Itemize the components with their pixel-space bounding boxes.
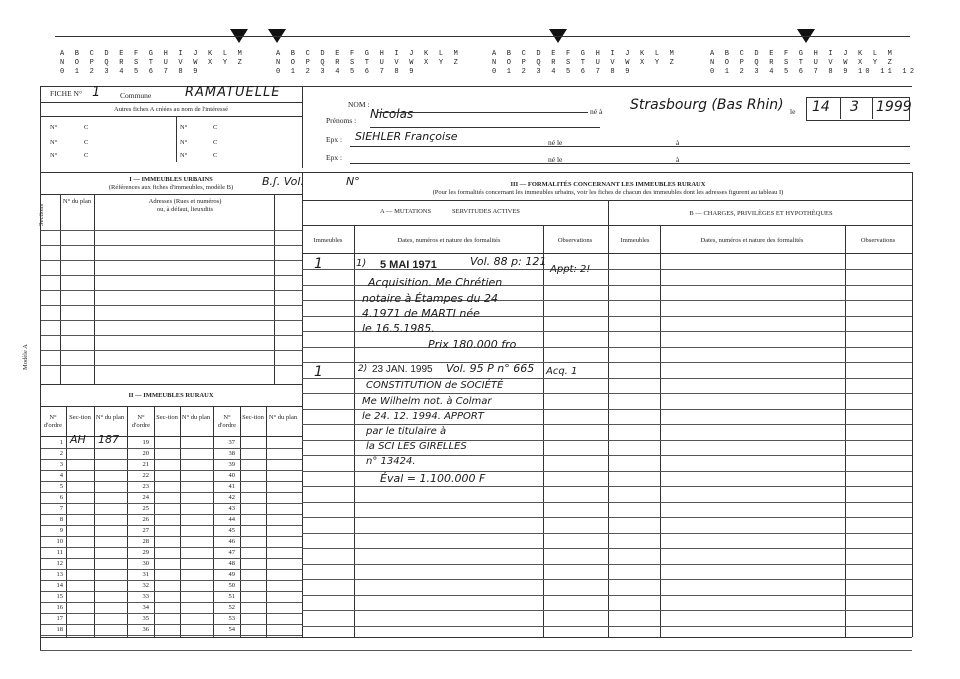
rural-order-number: 53 <box>228 615 235 622</box>
no-label: N° <box>50 124 58 131</box>
rural-order-number: 25 <box>142 505 149 512</box>
rural-order-number: 26 <box>142 516 149 523</box>
alphabet-row: N O P Q R S T U V W X Y Z <box>710 59 896 67</box>
section3-a-title2: SERVITUDES ACTIVES <box>452 208 520 215</box>
rural-row-rule <box>40 558 302 559</box>
col-adresses: Adresses (Rues et numéros) <box>148 198 222 205</box>
rural-order-number: 46 <box>228 538 235 545</box>
col-dates: Dates, numéros et nature des formalités <box>397 237 501 244</box>
rural-order-number: 4 <box>59 472 63 479</box>
rule <box>40 335 302 336</box>
co-label: C <box>213 152 218 159</box>
ne-le-label: né le <box>548 138 563 147</box>
rural-order-number: 39 <box>228 461 235 468</box>
rule <box>40 260 302 261</box>
rural-order-number: 19 <box>142 439 149 446</box>
formalites-row-rule <box>302 595 912 596</box>
rule <box>40 194 302 195</box>
co-label: C <box>84 152 89 159</box>
entry-line: CONSTITUTION de SOCIÉTÉ <box>366 380 504 391</box>
rule <box>302 172 303 637</box>
rule <box>40 275 302 276</box>
entry-date: 5 MAI 1971 <box>380 259 437 271</box>
alphabet-row: 0 1 2 3 4 5 6 7 8 9 10 11 12 <box>710 68 918 76</box>
alphabet-strip-2 <box>276 50 461 77</box>
rural-order-number: 33 <box>142 593 149 600</box>
alphabet-row: A B C D E F G H I J K L M <box>710 50 896 58</box>
ne-a-value: Strasbourg (Bas Rhin) <box>630 97 784 113</box>
rural-order-number: 6 <box>59 494 63 501</box>
no-label: N° <box>180 139 188 146</box>
col-no-plan: N° du plan <box>268 414 298 421</box>
rural-order-number: 51 <box>228 593 235 600</box>
formalites-row-rule <box>302 409 912 410</box>
section3-subtitle: (Pour les formalités concernant les immeubles urbains, voir les fiches de chacun des immeubles dont les adresses figurent au tableau I) <box>432 189 784 196</box>
rural-order-number: 28 <box>142 538 149 545</box>
section1-subtitle: (Références aux fiches d'immeubles, modèle B) <box>108 184 234 191</box>
alphabet-row: N O P Q R S T U V W X Y Z <box>492 59 678 67</box>
epx-label: Epx : <box>326 135 343 144</box>
rule <box>40 116 302 117</box>
rural-order-number: 36 <box>142 626 149 633</box>
rule <box>40 406 302 407</box>
rule <box>40 290 302 291</box>
no-label: N° <box>180 152 188 159</box>
alphabet-strip-4 <box>710 50 917 77</box>
rural-row-rule <box>40 536 302 537</box>
model-label: Modèle A <box>22 344 29 370</box>
entry-line: Me Wilhelm not. à Colmar <box>362 396 492 407</box>
rural-order-number: 16 <box>56 604 63 611</box>
rural-plan-value: 187 <box>98 433 119 446</box>
rural-order-number: 41 <box>228 483 235 490</box>
rural-order-number: 20 <box>142 450 149 457</box>
entry-line: la SCI LES GIRELLES <box>366 441 467 452</box>
rural-order-number: 9 <box>59 527 63 534</box>
entry-line: n° 13424. <box>366 456 416 467</box>
rural-row-rule <box>40 602 302 603</box>
rule <box>840 97 841 119</box>
top-rule <box>55 36 910 37</box>
rural-order-number: 32 <box>142 582 149 589</box>
entry-line: Acquisition. Me Chrétien <box>368 276 503 289</box>
rural-order-number: 12 <box>56 560 63 567</box>
rule <box>912 172 913 637</box>
rule <box>302 200 912 201</box>
alphabet-strip-1 <box>60 50 245 77</box>
rural-order-number: 17 <box>56 615 63 622</box>
rule <box>302 253 912 254</box>
commune-value: RAMATUELLE <box>185 85 281 100</box>
birth-day: 14 <box>812 99 830 115</box>
nom-label: NOM : <box>348 100 370 109</box>
col-section: Sec-tion <box>156 414 178 421</box>
rural-row-rule <box>40 459 302 460</box>
alphabet-row: A B C D E F G H I J K L M <box>492 50 678 58</box>
col-sections: Sections <box>38 203 45 226</box>
rural-order-number: 24 <box>142 494 149 501</box>
col-no-plan: N° du plan <box>62 198 92 205</box>
col-section: Sec-tion <box>69 414 91 421</box>
rural-row-rule <box>40 613 302 614</box>
co-label: C <box>213 124 218 131</box>
rule <box>660 225 661 637</box>
rural-order-number: 44 <box>228 516 235 523</box>
rural-section-value: AH <box>70 433 86 446</box>
prenoms-value: Nicolas <box>370 107 414 121</box>
co-label: C <box>84 139 89 146</box>
rural-order-number: 50 <box>228 582 235 589</box>
rural-order-number: 49 <box>228 571 235 578</box>
rural-order-number: 52 <box>228 604 235 611</box>
rule <box>40 365 302 366</box>
rural-order-number: 11 <box>56 549 63 556</box>
rural-order-number: 40 <box>228 472 235 479</box>
col-immeubles: Immeubles <box>620 237 650 244</box>
alphabet-row: 0 1 2 3 4 5 6 7 8 9 <box>276 68 417 76</box>
col-no-plan: N° du plan <box>181 414 211 421</box>
rural-order-number: 14 <box>56 582 63 589</box>
rural-order-number: 5 <box>59 483 63 490</box>
col-section: Sec-tion <box>242 414 264 421</box>
formalites-row-rule <box>302 610 912 611</box>
entry-line: 4.1971 de MARTI née <box>362 307 480 320</box>
entry-vol: Vol. 88 p: 121 <box>470 255 547 268</box>
alphabet-row: N O P Q R S T U V W X Y Z <box>276 59 462 67</box>
section2-title: II — IMMEUBLES RURAUX <box>128 392 214 399</box>
co-label: C <box>84 124 89 131</box>
rule <box>302 86 303 168</box>
rural-row-rule <box>40 547 302 548</box>
entry-immeuble: 1 <box>314 364 323 380</box>
rule <box>40 86 41 650</box>
formalites-row-rule <box>302 533 912 534</box>
entry-marker: 1) <box>356 258 367 269</box>
fiche-label: FICHE N° <box>50 89 82 98</box>
rural-order-number: 38 <box>228 450 235 457</box>
formalites-row-rule <box>302 424 912 425</box>
rural-order-number: 35 <box>142 615 149 622</box>
prenoms-label: Prénoms : <box>326 116 357 125</box>
rule <box>40 384 302 385</box>
rural-order-number: 45 <box>228 527 235 534</box>
rule <box>40 172 912 173</box>
entry-marker: 2) <box>358 364 368 374</box>
no-label: N° <box>50 139 58 146</box>
rule <box>40 305 302 306</box>
entry-price: Prix 180.000 fro <box>428 338 517 351</box>
col-dates: Dates, numéros et nature des formalités <box>700 237 804 244</box>
entry-line: le 16.5.1985. <box>362 322 435 335</box>
rural-row-rule <box>40 580 302 581</box>
rural-order-number: 30 <box>142 560 149 567</box>
alphabet-row: 0 1 2 3 4 5 6 7 8 9 <box>492 68 633 76</box>
commune-label: Commune <box>120 91 152 100</box>
rule <box>370 127 600 128</box>
alphabet-row: A B C D E F G H I J K L M <box>60 50 246 58</box>
rule <box>40 650 912 651</box>
rural-order-number: 2 <box>59 450 63 457</box>
rural-row-rule <box>40 470 302 471</box>
rural-order-number: 31 <box>142 571 149 578</box>
col-immeubles: Immeubles <box>313 237 343 244</box>
rural-row-rule <box>40 624 302 625</box>
rural-order-number: 22 <box>142 472 149 479</box>
formalites-row-rule <box>302 564 912 565</box>
formalites-row-rule <box>302 579 912 580</box>
entry-observation: Acq. 1 <box>546 366 578 377</box>
section1-annotation-no: N° <box>346 175 360 188</box>
rule <box>176 116 177 162</box>
alphabet-row: 0 1 2 3 4 5 6 7 8 9 <box>60 68 201 76</box>
ne-le-label: né le <box>548 155 563 164</box>
birth-month: 3 <box>850 99 859 115</box>
col-no-ordre: N° d'ordre <box>217 414 237 429</box>
alphabet-row: A B C D E F G H I J K L M <box>276 50 462 58</box>
rural-row-rule <box>40 525 302 526</box>
formalites-row-rule <box>302 517 912 518</box>
le-label: le <box>790 107 796 116</box>
rural-row-rule <box>40 492 302 493</box>
rural-row-rule <box>40 514 302 515</box>
epx-value: SIEHLER Françoise <box>355 130 458 143</box>
rule <box>40 320 302 321</box>
rule <box>378 112 588 113</box>
rural-order-number: 42 <box>228 494 235 501</box>
rural-order-number: 43 <box>228 505 235 512</box>
no-label: N° <box>180 124 188 131</box>
rule <box>40 245 302 246</box>
rule <box>872 97 873 119</box>
formalites-row-rule <box>302 486 912 487</box>
entry-price: Éval = 1.100.000 F <box>380 472 486 485</box>
rural-order-number: 29 <box>142 549 149 556</box>
rule <box>40 230 302 231</box>
col-observations: Observations <box>860 237 896 244</box>
col-adresses-sub: ou, à défaut, lieuxdits <box>156 206 214 213</box>
section3-b-title: B — CHARGES, PRIVILÈGES ET HYPOTHÈQUES <box>689 210 833 217</box>
formalites-row-rule <box>302 502 912 503</box>
entry-line: le 24. 12. 1994. APPORT <box>362 411 484 422</box>
entry-immeuble: 1 <box>314 256 323 272</box>
section1-annotation: B.ʃ. Vol. <box>262 175 304 188</box>
rural-order-number: 10 <box>56 538 63 545</box>
rural-order-number: 54 <box>228 626 235 633</box>
rule <box>354 225 355 637</box>
a-label: à <box>676 138 680 147</box>
formalites-row-rule <box>302 626 912 627</box>
formalites-row-rule <box>302 378 912 379</box>
section1-title: I — IMMEUBLES URBAINS <box>129 176 213 183</box>
rule <box>608 200 609 637</box>
rural-row-rule <box>40 448 302 449</box>
co-label: C <box>213 139 218 146</box>
fiche-value: 1 <box>92 85 101 100</box>
rural-order-number: 23 <box>142 483 149 490</box>
col-observations: Observations <box>557 237 593 244</box>
rural-order-number: 18 <box>56 626 63 633</box>
rule <box>94 194 95 384</box>
ne-a-label: né à <box>590 107 603 116</box>
col-no-ordre: N° d'ordre <box>131 414 151 429</box>
rule <box>543 225 544 637</box>
formalites-row-rule <box>302 362 912 363</box>
epx-label: Epx : <box>326 153 343 162</box>
rural-order-number: 47 <box>228 549 235 556</box>
rural-order-number: 15 <box>56 593 63 600</box>
no-label: N° <box>50 152 58 159</box>
formalites-row-rule <box>302 347 912 348</box>
entry-vol: Vol. 95 P n° 665 <box>446 362 535 375</box>
rule <box>274 194 275 384</box>
formalites-row-rule <box>302 548 912 549</box>
rule <box>302 225 912 226</box>
section3-title: III — FORMALITÉS CONCERNANT LES IMMEUBLES RURAUX <box>510 181 706 188</box>
rural-order-number: 8 <box>59 516 63 523</box>
rural-order-number: 1 <box>59 439 63 446</box>
rule <box>40 102 302 103</box>
rule <box>350 163 910 164</box>
rural-row-rule <box>40 481 302 482</box>
rural-order-number: 3 <box>59 461 63 468</box>
entry-line: notaire à Étampes du 24 <box>362 292 498 305</box>
section3-a-title: A — MUTATIONS <box>380 208 432 215</box>
rural-row-rule <box>40 591 302 592</box>
rural-order-number: 37 <box>228 439 235 446</box>
rule <box>40 350 302 351</box>
rural-order-number: 27 <box>142 527 149 534</box>
header-rule <box>40 86 912 87</box>
entry-line: par le titulaire à <box>366 426 447 437</box>
rural-order-number: 34 <box>142 604 149 611</box>
rural-row-rule <box>40 569 302 570</box>
formalites-row-rule <box>302 393 912 394</box>
rural-row-rule <box>40 503 302 504</box>
entry-observation: Appt: 2! <box>550 264 591 275</box>
rule <box>40 637 912 638</box>
col-no-ordre: N° d'ordre <box>43 414 63 429</box>
rural-order-number: 21 <box>142 461 149 468</box>
alphabet-row: N O P Q R S T U V W X Y Z <box>60 59 246 67</box>
alphabet-strip-3 <box>492 50 677 77</box>
rural-order-number: 48 <box>228 560 235 567</box>
rural-order-number: 7 <box>59 505 63 512</box>
rural-row-rule <box>40 635 302 636</box>
rule <box>60 194 61 384</box>
entry-date: 23 JAN. 1995 <box>372 364 433 375</box>
a-label: à <box>676 155 680 164</box>
birth-year: 1999 <box>876 99 912 115</box>
col-no-plan: N° du plan <box>95 414 125 421</box>
autres-fiches-label: Autres fiches A créées au nom de l'intéressé <box>114 106 228 113</box>
rule <box>845 225 846 637</box>
rural-order-number: 13 <box>56 571 63 578</box>
rule <box>350 146 910 147</box>
